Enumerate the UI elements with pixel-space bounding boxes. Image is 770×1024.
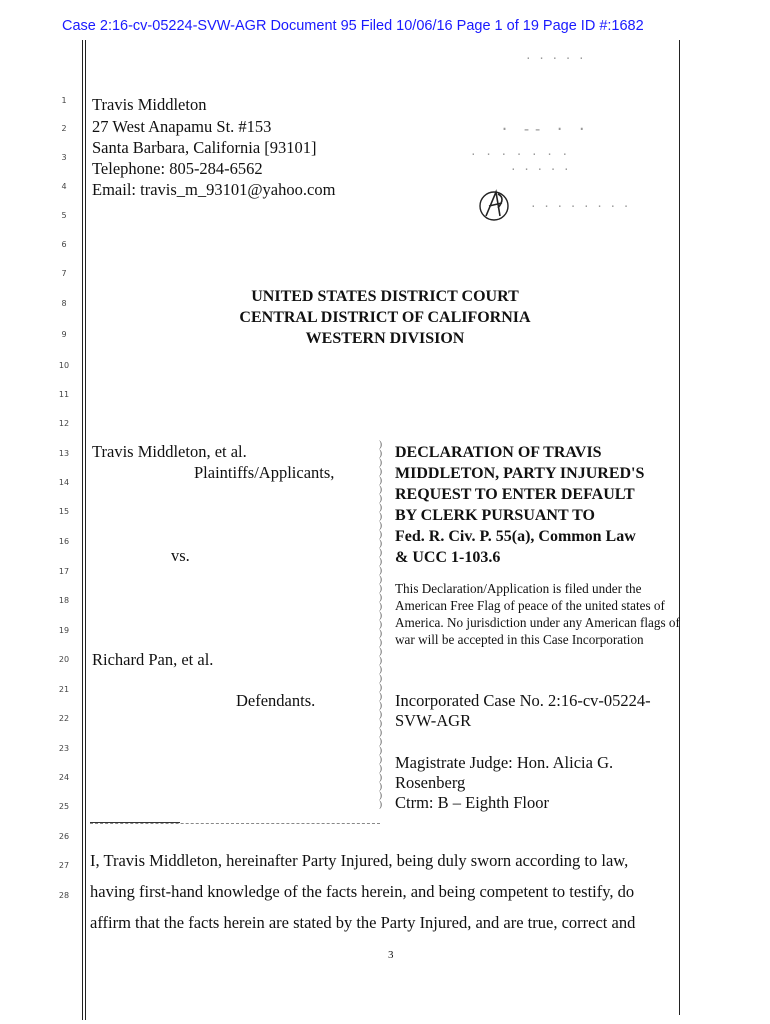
- line-number: 4: [61, 182, 67, 191]
- line-number: 16: [58, 537, 70, 546]
- line-number: 18: [58, 596, 70, 605]
- line-number: 17: [58, 567, 70, 576]
- ecf-header: Case 2:16-cv-05224-SVW-AGR Document 95 Filed 10/06/16 Page 1 of 19 Page ID #:1682: [62, 18, 644, 34]
- body-line: affirm that the facts herein are stated by the Party Injured, and are true, correct and: [90, 913, 636, 932]
- body-line: I, Travis Middleton, hereinafter Party Injured, being duly sworn according to law,: [90, 851, 629, 870]
- line-number: 7: [61, 269, 67, 278]
- document-title-line: DECLARATION OF TRAVIS: [395, 444, 602, 461]
- document-title-line: MIDDLETON, PARTY INJURED'S: [395, 465, 645, 482]
- case-number-line1: Incorporated Case No. 2:16-cv-05224-: [395, 691, 651, 710]
- line-number: 3: [61, 153, 67, 162]
- left-margin-rule-2: [85, 40, 86, 1020]
- line-number: 15: [58, 507, 70, 516]
- line-number: 14: [58, 478, 70, 487]
- line-number: 22: [58, 714, 70, 723]
- filed-stamp-faint: · · · · · · -- · · · · · · · · · · · · · · · · · · · · · ·: [470, 52, 630, 213]
- line-number: 11: [58, 390, 70, 399]
- line-number: 20: [58, 655, 70, 664]
- document-title-line: & UCC 1-103.6: [395, 549, 501, 566]
- party-email: Email: travis_m_93101@yahoo.com: [92, 180, 336, 199]
- party-name: Travis Middleton: [92, 95, 207, 114]
- courtroom: Ctrm: B – Eighth Floor: [395, 793, 550, 812]
- body-line: having first-hand knowledge of the facts herein, and being competent to testify, do: [90, 882, 635, 901]
- left-margin-rule-1: [82, 40, 83, 1020]
- case-number-line2: SVW-AGR: [395, 711, 472, 730]
- line-number: 13: [58, 449, 70, 458]
- plaintiff-name: Travis Middleton, et al.: [92, 442, 247, 461]
- line-number: 1: [61, 96, 67, 105]
- plaintiff-role: Plaintiffs/Applicants,: [194, 463, 335, 482]
- line-number: 26: [58, 832, 70, 841]
- versus-label: vs.: [171, 546, 190, 565]
- caption-bottom-rule: [90, 823, 380, 824]
- party-telephone: Telephone: 805-284-6562: [92, 159, 263, 178]
- signature-initials-icon: [476, 186, 512, 226]
- document-title-line: REQUEST TO ENTER DEFAULT: [395, 486, 635, 503]
- line-number: 23: [58, 744, 70, 753]
- line-number: 12: [58, 419, 70, 428]
- party-address-line2: Santa Barbara, California [93101]: [92, 138, 317, 157]
- party-address-line1: 27 West Anapamu St. #153: [92, 117, 272, 136]
- document-title-line: BY CLERK PURSUANT TO: [395, 507, 595, 524]
- line-number: 10: [58, 361, 70, 370]
- line-number: 8: [61, 299, 67, 308]
- page-number: 3: [388, 949, 394, 961]
- judge-line1: Magistrate Judge: Hon. Alicia G.: [395, 753, 614, 772]
- line-number: 9: [61, 330, 67, 339]
- line-number: 28: [58, 891, 70, 900]
- line-number: 6: [61, 240, 67, 249]
- line-number: 21: [58, 685, 70, 694]
- line-number: 25: [58, 802, 70, 811]
- document-title-line: Fed. R. Civ. P. 55(a), Common Law: [395, 528, 636, 545]
- line-number: 2: [61, 124, 67, 133]
- flag-notice: This Declaration/Application is filed under the American Free Flag of peace of the united states of America. No jurisdiction under any American flags of war will be accepted in this Case Incorporation: [395, 581, 680, 647]
- line-number: 19: [58, 626, 70, 635]
- defendant-name: Richard Pan, et al.: [92, 650, 214, 669]
- court-division: WESTERN DIVISION: [305, 330, 465, 347]
- judge-line2: Rosenberg: [395, 773, 466, 792]
- defendant-role: Defendants.: [236, 691, 316, 710]
- court-name: UNITED STATES DISTRICT COURT: [251, 288, 519, 305]
- line-number: 5: [61, 211, 67, 220]
- court-district: CENTRAL DISTRICT OF CALIFORNIA: [239, 309, 531, 326]
- line-number: 24: [58, 773, 70, 782]
- line-number: 27: [58, 861, 70, 870]
